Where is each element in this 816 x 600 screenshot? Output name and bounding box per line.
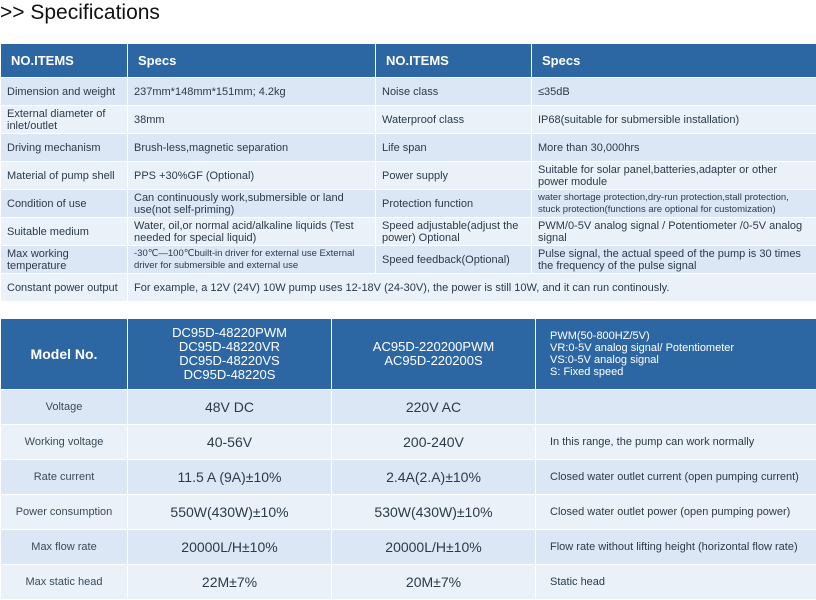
dc-value: 20000L/H±10% (128, 530, 332, 565)
spec-label: Speed feedback(Optional) (376, 246, 532, 274)
ac-value: 530W(430W)±10% (332, 495, 536, 530)
model-row-note: In this range, the pump can work normally (536, 425, 816, 460)
model-row (1, 390, 816, 425)
constant-power-label: Constant power output (1, 274, 128, 302)
spec-label: Life span (376, 134, 532, 162)
model-row-note (536, 390, 816, 425)
spec-value: PWM/0-5V analog signal / Potentiometer /0-5V analog signal (532, 218, 816, 246)
ac-model-name: AC95D-220200PWM (338, 340, 529, 354)
spec-value: water shortage protection,dry-run protection,stall protection, stuck protection(functions are optional for customization) (532, 190, 816, 218)
ac-value: 220V AC (332, 390, 536, 425)
spec-label: Protection function (376, 190, 532, 218)
ac-value: 20M±7% (332, 565, 536, 600)
spec-value: Brush-less,magnetic separation (128, 134, 376, 162)
spec-value: PPS +30%GF (Optional) (128, 162, 376, 190)
ac-model-list (332, 319, 536, 390)
spec-row (1, 190, 816, 218)
model-row-note: Closed water outlet current (open pumping current) (536, 460, 816, 495)
spec-label: Suitable medium (1, 218, 128, 246)
spec-label: Driving mechanism (1, 134, 128, 162)
spec-value: Can continuously work,submersible or land use(not self-priming) (128, 190, 376, 218)
model-row-note: Closed water outlet power (open pumping power) (536, 495, 816, 530)
model-row-label: Power consumption (1, 495, 128, 530)
model-row (1, 495, 816, 530)
spec-label: Condition of use (1, 190, 128, 218)
model-row-label: Rate current (1, 460, 128, 495)
model-row (1, 425, 816, 460)
suffix-note: VS:0-5V analog signal (550, 354, 810, 366)
specifications-table (0, 43, 816, 302)
model-row-label: Max static head (1, 565, 128, 600)
model-row (1, 565, 816, 600)
spec-label: Waterproof class (376, 106, 532, 134)
ac-value: 200-240V (332, 425, 536, 460)
spec-value: More than 30,000hrs (532, 134, 816, 162)
dc-model-name: DC95D-48220VS (134, 354, 325, 368)
dc-value: 550W(430W)±10% (128, 495, 332, 530)
dc-value: 11.5 A (9A)±10% (128, 460, 332, 495)
spec-value: Pulse signal, the actual speed of the pump is 30 times the frequency of the pulse signal (532, 246, 816, 274)
ac-model-name: AC95D-220200S (338, 354, 529, 368)
spec-value: 237mm*148mm*151mm; 4.2kg (128, 78, 376, 106)
spec-label: External diameter of inlet/outlet (1, 106, 128, 134)
model-row-label: Max flow rate (1, 530, 128, 565)
dc-model-name: DC95D-48220VR (134, 340, 325, 354)
model-row-label: Voltage (1, 390, 128, 425)
ac-value: 20000L/H±10% (332, 530, 536, 565)
spec-label: Material of pump shell (1, 162, 128, 190)
ac-value: 2.4A(2.A)±10% (332, 460, 536, 495)
spec-header-specs-1: Specs (128, 44, 376, 78)
spec-header-specs-2: Specs (532, 44, 816, 78)
suffix-note: VR:0-5V analog signal/ Potentiometer (550, 342, 810, 354)
spec-label: Dimension and weight (1, 78, 128, 106)
spec-value: Water, oil,or normal acid/alkaline liquids (Test needed for special liquid) (128, 218, 376, 246)
spec-value: ≤35dB (532, 78, 816, 106)
spec-value: 38mm (128, 106, 376, 134)
spec-row (1, 162, 816, 190)
dc-model-list (128, 319, 332, 390)
model-row (1, 460, 816, 495)
spec-header-row (1, 44, 816, 78)
spec-header-items-2: NO.ITEMS (376, 44, 532, 78)
spec-label: Power supply (376, 162, 532, 190)
spec-row (1, 134, 816, 162)
suffix-note: S: Fixed speed (550, 366, 810, 378)
dc-value: 40-56V (128, 425, 332, 460)
model-suffix-notes (536, 319, 816, 390)
model-header-row (1, 319, 816, 390)
spec-row (1, 106, 816, 134)
constant-power-value: For example, a 12V (24V) 10W pump uses 12-18V (24-30V), the power is still 10W, and it can run continously. (128, 274, 816, 302)
model-table (0, 318, 816, 600)
spec-value: Suitable for solar panel,batteries,adapter or other power module (532, 162, 816, 190)
spec-value: IP68(suitable for submersible installation) (532, 106, 816, 134)
spec-row (1, 246, 816, 274)
constant-power-row (1, 274, 816, 302)
model-row-label: Working voltage (1, 425, 128, 460)
model-no-label: Model No. (1, 319, 128, 390)
dc-value: 22M±7% (128, 565, 332, 600)
spec-row (1, 78, 816, 106)
spec-label: Noise class (376, 78, 532, 106)
dc-value: 48V DC (128, 390, 332, 425)
page-heading: >> Specifications (0, 0, 160, 26)
model-row-note: Flow rate without lifting height (horizontal flow rate) (536, 530, 816, 565)
model-row-note: Static head (536, 565, 816, 600)
spec-row (1, 218, 816, 246)
model-row (1, 530, 816, 565)
spec-value: -30℃—100℃built-in driver for external use External driver for submersible and external use (128, 246, 376, 274)
dc-model-name: DC95D-48220PWM (134, 326, 325, 340)
spec-label: Max working temperature (1, 246, 128, 274)
suffix-note: PWM(50-800HZ/5V) (550, 330, 810, 342)
dc-model-name: DC95D-48220S (134, 368, 325, 382)
spec-header-items-1: NO.ITEMS (1, 44, 128, 78)
spec-label: Speed adjustable(adjust the power) Optional (376, 218, 532, 246)
